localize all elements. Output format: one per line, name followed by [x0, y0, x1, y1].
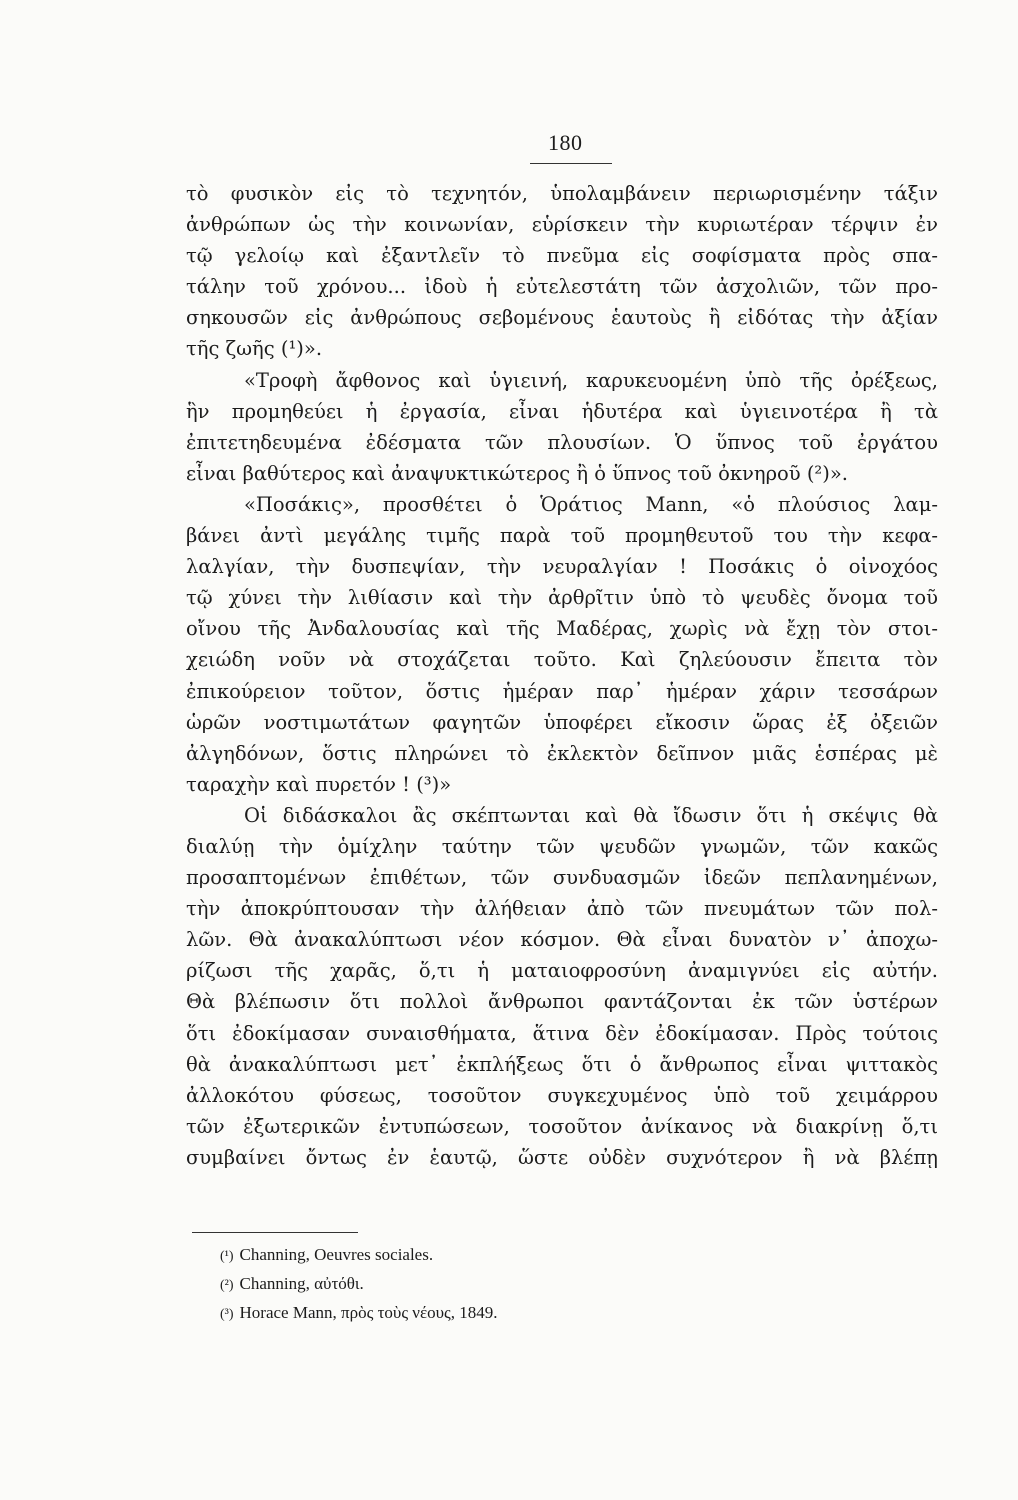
- footnote-text: Channing, Oeuvres sociales.: [239, 1245, 434, 1264]
- page-number-rule: [530, 163, 612, 164]
- footnote-text: Channing, αὐτόθι.: [239, 1274, 364, 1293]
- text-line: Θὰ βλέπωσιν ὅτι πολλοὶ ἄνθρωποι φαντάζονται ἐκ τῶν ὑστέρων: [186, 990, 938, 1014]
- text-line: τῷ γελοίῳ καὶ ἐξαντλεῖν τὸ πνεῦμα εἰς σοφίσματα πρὸς σπα-: [186, 244, 938, 268]
- text-line: βάνει ἀντὶ μεγάλης τιμῆς παρὰ τοῦ προμηθευτοῦ του τὴν κεφα-: [186, 524, 938, 548]
- text-line: ἐπιτετηδευμένα ἐδέσματα τῶν πλουσίων. Ὁ ὕπνος τοῦ ἐργάτου: [186, 430, 938, 454]
- footnote: [220, 1240, 720, 1269]
- text-line: ρίζωσι τῆς χαρᾶς, ὅ,τι ἡ ματαιοφροσύνη ἀναμιγνύει εἰς αὐτήν.: [186, 959, 938, 983]
- footnote-rule: [192, 1232, 358, 1233]
- footnote-mark: (¹): [220, 1249, 234, 1264]
- text-line: οἴνου τῆς Ἀνδαλουσίας καὶ τῆς Μαδέρας, χωρὶς νὰ ἔχῃ τὸν στοι-: [186, 617, 938, 641]
- text-line: «Τροφὴ ἄφθονος καὶ ὑγιεινή, καρυκευομένη ὑπὸ τῆς ὀρέξεως,: [244, 368, 938, 392]
- footnote-mark: (²): [220, 1278, 234, 1293]
- text-line: Οἱ διδάσκαλοι ἂς σκέπτωνται καὶ θὰ ἴδωσιν ὅτι ἡ σκέψις θὰ: [244, 803, 938, 827]
- text-line: τῆς ζωῆς (¹)».: [186, 337, 323, 361]
- text-line: ὡρῶν νοστιμωτάτων φαγητῶν ὑποφέρει εἴκοσιν ὥρας ἐξ ὀξειῶν: [186, 710, 938, 734]
- footnote-mark: (³): [220, 1307, 234, 1322]
- text-line: «Ποσάκις», προσθέτει ὁ Ὁράτιος Mann, «ὁ πλούσιος λαμ-: [244, 492, 938, 516]
- footnote-text: Horace Mann, πρὸς τοὺς νέους, 1849.: [239, 1303, 498, 1322]
- text-line: ἣν προμηθεύει ἡ ἐργασία, εἶναι ἡδυτέρα καὶ ὑγιεινοτέρα ἢ τὰ: [186, 399, 938, 423]
- text-line: τῶν ἐξωτερικῶν ἐντυπώσεων, τοσοῦτον ἀνίκανος νὰ διακρίνῃ ὅ,τι: [186, 1114, 938, 1138]
- text-line: τῷ χύνει τὴν λιθίασιν καὶ τὴν ἀρθρῖτιν ὑπὸ τὸ ψευδὲς ὄνομα τοῦ: [186, 586, 938, 610]
- text-line: χειώδη νοῦν νὰ στοχάζεται τοῦτο. Καὶ ζηλεύουσιν ἔπειτα τὸν: [186, 648, 938, 672]
- text-line: ἀλλοκότου φύσεως, τοσοῦτον συγκεχυμένος ὑπὸ τοῦ χειμάρρου: [186, 1083, 938, 1107]
- text-line: λαλγίαν, τὴν δυσπεψίαν, τὴν νευραλγίαν ! Ποσάκις ὁ οἰνοχόος: [186, 555, 938, 579]
- text-line: ἀλγηδόνων, ὅστις πληρώνει τὸ ἐκλεκτὸν δεῖπνον μιᾶς ἑσπέρας μὲ: [186, 741, 938, 765]
- text-line: προσαπτομένων ἐπιθέτων, τῶν συνδυασμῶν ἰδεῶν πεπλανημένων,: [186, 866, 938, 890]
- text-line: ἐπικούρειον τοῦτον, ὅστις ἡμέραν παρ᾽ ἡμέραν χάριν τεσσάρων: [186, 679, 938, 703]
- text-line: ταραχὴν καὶ πυρετόν ! (³)»: [186, 772, 452, 796]
- text-line: σηκουσῶν εἰς ἀνθρώπους σεβομένους ἑαυτοὺς ἢ εἰδότας τὴν ἀξίαν: [186, 306, 938, 330]
- text-line: τὴν ἀποκρύπτουσαν τὴν ἀλήθειαν ἀπὸ τῶν πνευμάτων τῶν πολ-: [186, 897, 938, 921]
- text-line: τάλην τοῦ χρόνου... ἰδοὺ ἡ εὐτελεστάτη τῶν ἀσχολιῶν, τῶν προ-: [186, 275, 938, 299]
- footnotes: [220, 1240, 720, 1327]
- body-text: [186, 178, 938, 1173]
- text-line: ὅτι ἐδοκίμασαν συναισθήματα, ἅτινα δὲν ἐδοκίμασαν. Πρὸς τούτοις: [186, 1021, 938, 1045]
- text-line: θὰ ἀνακαλύπτωσι μετ᾽ ἐκπλήξεως ὅτι ὁ ἄνθρωπος εἶναι ψιττακὸς: [186, 1052, 938, 1076]
- page-number: 180: [548, 130, 583, 155]
- text-line: συμβαίνει ὄντως ἐν ἑαυτῷ, ὥστε οὐδὲν συχνότερον ἢ νὰ βλέπῃ: [186, 1145, 938, 1169]
- text-line: διαλύῃ τὴν ὁμίχλην ταύτην τῶν ψευδῶν γνωμῶν, τῶν κακῶς: [186, 834, 938, 858]
- text-line: ἀνθρώπων ὡς τὴν κοινωνίαν, εὑρίσκειν τὴν κυριωτέραν τέρψιν ἐν: [186, 213, 938, 237]
- text-line: τὸ φυσικὸν εἰς τὸ τεχνητόν, ὑπολαμβάνειν περιωρισμένην τάξιν: [186, 182, 938, 205]
- footnote: [220, 1269, 720, 1298]
- footnote: [220, 1298, 720, 1327]
- text-line: εἶναι βαθύτερος καὶ ἀναψυκτικώτερος ἢ ὁ ὕπνος τοῦ ὀκνηροῦ (²)».: [186, 461, 848, 485]
- text-line: λῶν. Θὰ ἀνακαλύπτωσι νέον κόσμον. Θὰ εἶναι δυνατὸν ν᾽ ἀποχω-: [186, 928, 938, 952]
